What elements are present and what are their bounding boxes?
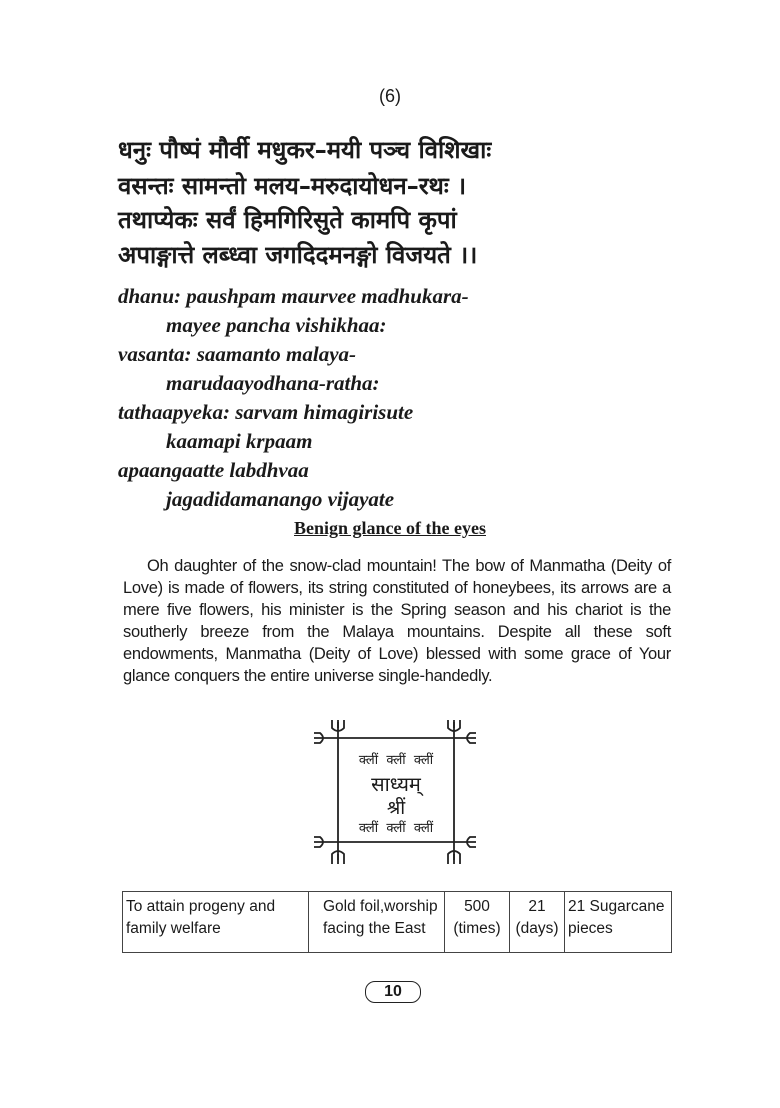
repetitions-cell: 500 (times)	[445, 892, 510, 953]
duration-cell: 21 (days)	[510, 892, 565, 953]
transliteration-line: jagadidamanango vijayate	[166, 487, 395, 511]
meaning-paragraph: Oh daughter of the snow-clad mountain! The bow of Manmatha (Deity of Love) is made of flowers, its string constituted of honeybees, its arrows are a mere five flowers, his minister is the Spring season and his chariot is the southerly breeze from the Malaya mountains. Despite all these soft endowments, Manmatha (Deity of Love) blessed with some grace of Your glance conquers the entire universe single-handedly.	[123, 557, 671, 685]
transliteration-line: vasanta: saamanto malaya-	[118, 342, 357, 366]
sanskrit-verse-line: वसन्तः सामन्तो मलय–मरुदायोधन–रथः ।	[118, 172, 467, 200]
yantra-bija-row: क्लीं क्लीं क्लीं	[358, 753, 434, 768]
table-row	[123, 892, 672, 953]
page-number: 10	[365, 981, 421, 1003]
sanskrit-verse-line: धनुः पौष्पं मौर्वी मधुकर–मयी पञ्च विशिखाः	[118, 136, 492, 164]
section-heading: Benign glance of the eyes	[294, 518, 486, 538]
transliteration-line: dhanu: paushpam maurvee madhukara-	[118, 284, 469, 308]
yantra-diagram	[310, 714, 480, 864]
transliteration-line: kaamapi krpaam	[166, 429, 313, 453]
yantra-bija-row: क्लीं क्लीं क्लीं	[358, 821, 434, 836]
yantra-center-bija: श्रीं	[386, 797, 406, 819]
transliteration-line: mayee pancha vishikhaa:	[166, 313, 387, 337]
offering-cell: 21 Sugarcane pieces	[565, 892, 672, 953]
yantra-center-text: साध्यम्	[371, 772, 421, 796]
ritual-table	[122, 891, 672, 953]
purpose-cell: To attain progeny and family welfare	[123, 892, 309, 953]
transliteration-line: apaangaatte labdhvaa	[118, 458, 309, 482]
transliteration-line: tathaapyeka: sarvam himagirisute	[118, 400, 414, 424]
section-number: (6)	[379, 86, 401, 106]
method-cell: Gold foil,worship facing the East	[309, 892, 445, 953]
transliteration-line: marudaayodhana-ratha:	[166, 371, 380, 395]
sanskrit-verse-line: अपाङ्गात्ते लब्ध्वा जगदिदमनङ्गो विजयते ।।	[118, 241, 478, 269]
sanskrit-verse-line: तथाप्येकः सर्वं हिमगिरिसुते कामपि कृपां	[118, 206, 457, 234]
